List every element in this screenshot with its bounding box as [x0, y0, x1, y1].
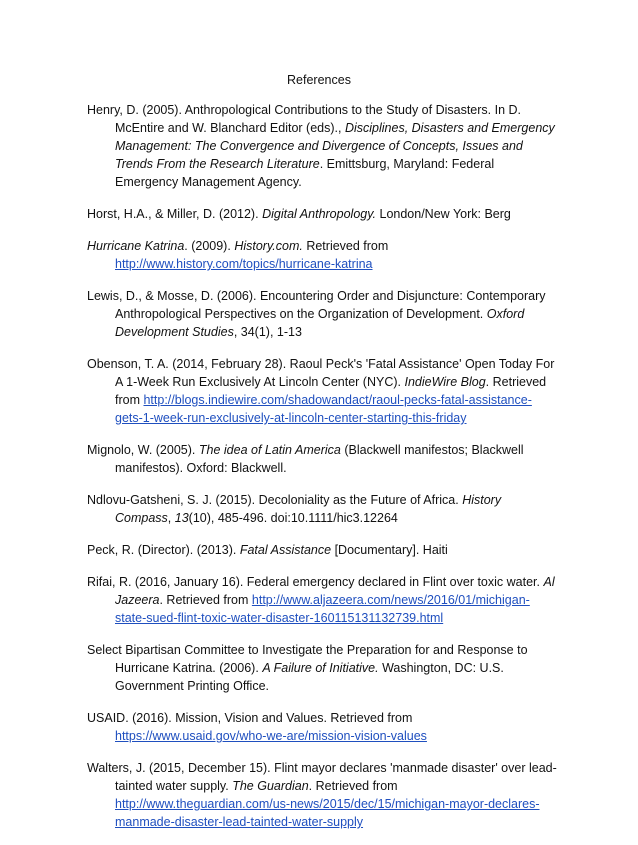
ref-tail: (10), 485-496. doi:10.1111/hic3.12264: [188, 511, 398, 525]
reference-mignolo: [87, 441, 557, 477]
ref-middle: . (2009).: [184, 239, 231, 253]
reference-lewis: [87, 287, 557, 341]
reference-horst: [87, 205, 557, 223]
ref-author: Lewis, D., & Mosse, D. (2006). Encountering Order and Disjuncture: Contemporary Anthropological Perspectives on the Organization of Development.: [87, 289, 546, 321]
ref-source: History.com.: [234, 239, 303, 253]
ref-source: History Compass: [115, 493, 502, 525]
ref-author: Horst, H.A., & Miller, D. (2012).: [87, 207, 259, 221]
ref-tail: [Documentary]. Haiti: [334, 543, 448, 557]
ref-tail: , 34(1), 1-13: [233, 325, 302, 339]
ref-author: Obenson, T. A. (2014, February 28). Raoul Peck's 'Fatal Assistance' Open Today For A 1-Week Run Exclusively At Lincoln Center (NYC).: [87, 357, 555, 389]
ref-title: Hurricane Katrina: [87, 239, 185, 253]
ref-tail: London/New York: Berg: [379, 207, 511, 221]
ref-author: Henry, D. (2005). Anthropological Contributions to the Study of Disasters. In D. McEntire and W. Blanchard Editor (eds).,: [87, 103, 522, 135]
reference-hurricane-katrina: [87, 237, 557, 273]
ref-author: Mignolo, W. (2005).: [87, 443, 196, 457]
ref-tail: (Blackwell manifestos; Blackwell manifestos). Oxford: Blackwell.: [115, 443, 524, 475]
page-title: References: [287, 73, 351, 87]
ref-author: Walters, J. (2015, December 15). Flint mayor declares 'manmade disaster' over lead-tainted water supply.: [87, 761, 557, 793]
ref-link[interactable]: http://www.aljazeera.com/news/2016/01/michigan-state-sued-flint-toxic-water-disaster-160115131132739.html: [115, 593, 530, 625]
reference-usaid: [87, 709, 557, 745]
ref-source: The Guardian: [232, 779, 309, 793]
reference-henry: [87, 101, 557, 191]
ref-tail: . Retrieved from: [308, 779, 398, 793]
ref-link[interactable]: http://blogs.indiewire.com/shadowandact/raoul-pecks-fatal-assistance-gets-1-week-run-exclusively-at-lincoln-center-starting-this-friday: [115, 393, 532, 425]
ref-author: Peck, R. (Director). (2013).: [87, 543, 237, 557]
reference-peck: [87, 541, 557, 559]
ref-volume: 13: [174, 511, 189, 525]
ref-author: Select Bipartisan Committee to Investigate the Preparation for and Response to Hurricane Katrina. (2006).: [87, 643, 528, 675]
reference-list: [87, 101, 557, 845]
ref-link[interactable]: http://www.theguardian.com/us-news/2015/dec/15/michigan-mayor-declares-manmade-disaster-lead-tainted-water-supply: [115, 797, 540, 829]
ref-author: USAID. (2016). Mission, Vision and Values. Retrieved from: [87, 711, 413, 725]
ref-author: Rifai, R. (2016, January 16). Federal emergency declared in Flint over toxic water.: [87, 575, 540, 589]
ref-source: IndieWire Blog: [404, 375, 486, 389]
ref-source: Oxford Development Studies: [115, 307, 525, 339]
ref-tail: . Retrieved from: [159, 593, 249, 607]
ref-title: Fatal Assistance: [239, 543, 332, 557]
ref-link[interactable]: https://www.usaid.gov/who-we-are/mission-vision-values: [115, 729, 427, 743]
reference-select-committee: [87, 641, 557, 695]
ref-tail: Washington, DC: U.S. Government Printing Office.: [115, 661, 504, 693]
ref-middle: ,: [167, 511, 172, 525]
ref-link[interactable]: http://www.history.com/topics/hurricane-katrina: [115, 257, 373, 271]
ref-tail: . Retrieved from: [115, 375, 547, 407]
ref-source: Al Jazeera: [115, 575, 555, 607]
ref-title: The idea of Latin America: [198, 443, 341, 457]
reference-rifai: [87, 573, 557, 627]
ref-title: Digital Anthropology.: [262, 207, 377, 221]
reference-obenson: [87, 355, 557, 427]
ref-title: Disciplines, Disasters and Emergency Management: The Convergence and Divergence of Concepts, Issues and Trends From the Research Literature: [115, 121, 555, 171]
ref-title: A Failure of Initiative.: [262, 661, 379, 675]
reference-walters: [87, 759, 557, 831]
ref-author: Ndlovu-Gatsheni, S. J. (2015). Decoloniality as the Future of Africa.: [87, 493, 459, 507]
reference-ndlovu-gatsheni: [87, 491, 557, 527]
ref-tail: Retrieved from: [306, 239, 389, 253]
ref-tail: . Emittsburg, Maryland: Federal Emergency Management Agency.: [115, 157, 495, 189]
